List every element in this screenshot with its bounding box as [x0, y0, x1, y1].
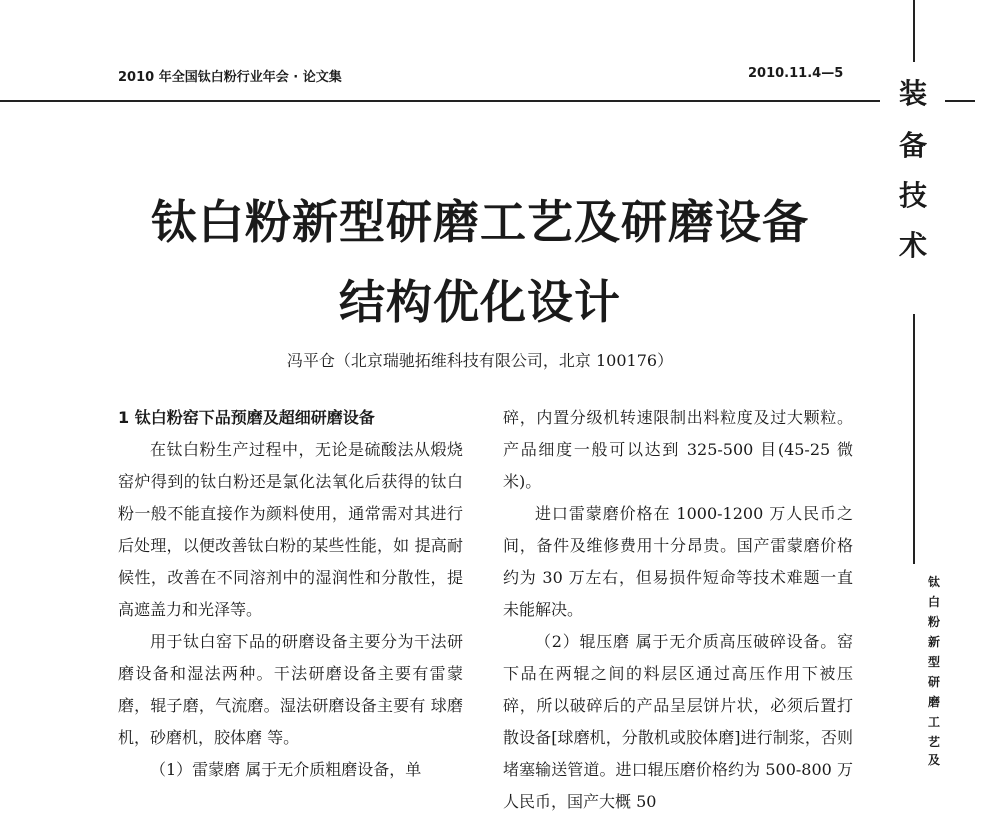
- author-affiliation: 冯平仓（北京瑞驰拓维科技有限公司，北京 100176）: [286, 351, 674, 370]
- paragraph: 用于钛白窑下品的研磨设备主要分为干法研磨设备和湿法两种。干法研磨设备主要有雷蒙磨，辊子磨，气流磨。湿法研磨设备主要有 球磨机，砂磨机，胶体磨 等。: [118, 632, 463, 747]
- section-heading: 1 钛白粉窑下品预磨及超细研磨设备: [118, 408, 375, 427]
- left-column: [118, 402, 463, 786]
- side-running-title-char: 及: [927, 753, 940, 767]
- running-header-date: 2010.11.4—5: [748, 66, 844, 81]
- paragraph: 进口雷蒙磨价格在 1000-1200 万人民币之间，备件及维修费用十分昂贵。国产雷蒙磨价格约为 30 万左右，但易损件短命等技术难题一直未能解决。: [503, 504, 853, 619]
- paper-title-line-2: 结构优化设计: [339, 275, 621, 329]
- side-running-title-char: 新: [927, 635, 940, 649]
- paragraph: （2）辊压磨 属于无介质高压破碎设备。窑下品在两辊之间的料层区通过高压作用下被压碎，所以破碎后的产品呈层饼片状，必须后置打散设备[球磨机，分散机或胶体磨]进行制浆，否则堵塞输送管道。进口辊压磨价格约为 500-800 万人民币，国产大概 50: [503, 632, 853, 811]
- side-running-title-char: 钛: [927, 575, 940, 589]
- side-running-title-char: 粉: [927, 615, 940, 629]
- side-running-title-char: 研: [927, 675, 940, 689]
- paragraph: （1）雷蒙磨 属于无介质粗磨设备，单: [150, 760, 422, 779]
- side-label-char: 装: [898, 77, 927, 110]
- side-running-title-char: 工: [927, 715, 940, 729]
- paragraph: 在钛白粉生产过程中，无论是硫酸法从煅烧窑炉得到的钛白粉还是氯化法氧化后获得的钛白粉一般不能直接作为颜料使用，通常需对其进行后处理，以便改善钛白粉的某些性能，如 提高耐候性，改善在不同溶剂中的湿润性和分散性，提高遮盖力和光泽等。: [118, 440, 463, 619]
- side-label-char: 备: [898, 129, 927, 162]
- side-rule: [945, 100, 975, 102]
- paper-title-line-1: 钛白粉新型研磨工艺及研磨设备: [151, 195, 809, 249]
- header-rule: [0, 100, 880, 102]
- side-running-title-char: 磨: [927, 695, 940, 709]
- running-header-left: 2010 年全国钛白粉行业年会 · 论文集: [118, 70, 342, 85]
- right-column: [503, 402, 853, 818]
- paragraph: 碎，内置分级机转速限制出料粒度及过大颗粒。产品细度一般可以达到 325-500 目(45-25 微米)。: [503, 408, 853, 491]
- side-vertical-line-top: [913, 0, 915, 62]
- side-running-title-char: 白: [927, 595, 940, 609]
- side-label-char: 术: [898, 229, 927, 262]
- side-running-title-char: 型: [927, 655, 940, 669]
- side-label-char: 技: [898, 179, 927, 212]
- side-running-title-char: 艺: [927, 735, 940, 749]
